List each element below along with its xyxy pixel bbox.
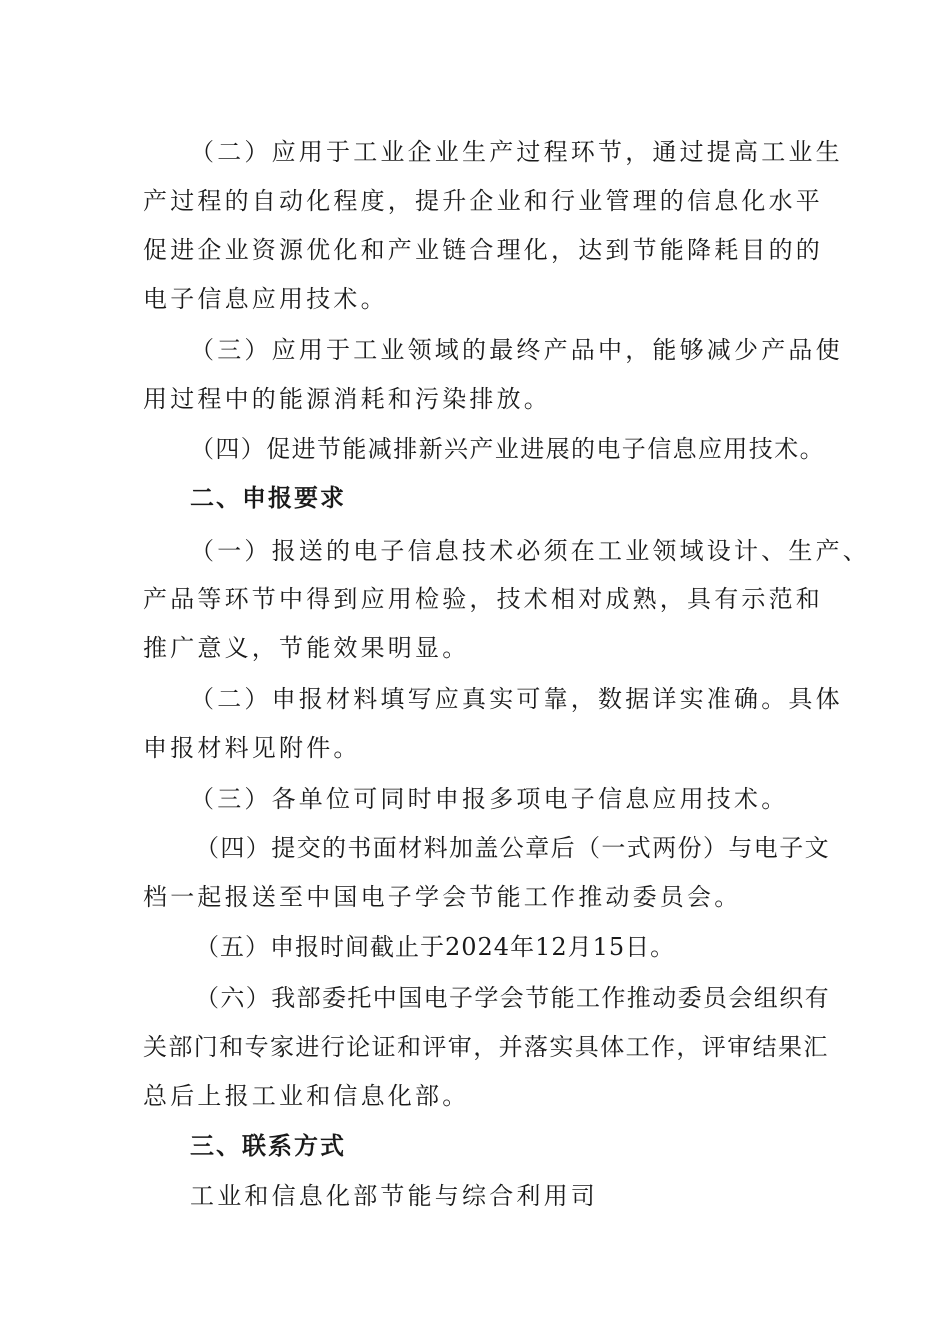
text-line: （三）应用于工业领域的最终产品中，能够减少产品使	[190, 336, 843, 364]
text-line: 用过程中的能源消耗和污染排放。	[143, 385, 551, 413]
text-line: （二）应用于工业企业生产过程环节，通过提高工业生	[190, 138, 843, 166]
text-line: 产品等环节中得到应用检验，技术相对成熟，具有示范和	[143, 585, 823, 613]
text-line: 电子信息应用技术。	[143, 285, 388, 313]
text-line: 工业和信息化部节能与综合利用司	[190, 1182, 598, 1210]
text-line: （一）报送的电子信息技术必须在工业领域设计、生产、	[190, 537, 870, 565]
text-line: （三）各单位可同时申报多项电子信息应用技术。	[190, 785, 789, 813]
section-heading-contact: 三、联系方式	[190, 1132, 346, 1160]
text-line: 产过程的自动化程度，提升企业和行业管理的信息化水平	[143, 187, 823, 215]
text-line: 总后上报工业和信息化部。	[143, 1082, 470, 1110]
text-line: （四）促进节能减排新兴产业进展的电子信息应用技术。	[190, 435, 825, 463]
text-line: 关部门和专家进行论证和评审，并落实具体工作，评审结果汇	[143, 1033, 829, 1061]
text-line: 申报材料见附件。	[143, 734, 361, 762]
text-line: （二）申报材料填写应真实可靠，数据详实准确。具体	[190, 685, 843, 713]
text-line: （六）我部委托中国电子学会节能工作推动委员会组织有	[195, 984, 830, 1012]
text-line: 推广意义，节能效果明显。	[143, 634, 470, 662]
text-line: （四）提交的书面材料加盖公章后（一式两份）与电子文	[195, 834, 830, 862]
text-line: （五）申报时间截止于2024年12月15日。	[195, 933, 676, 961]
text-line: 档一起报送至中国电子学会节能工作推动委员会。	[143, 883, 742, 911]
section-heading-requirements: 二、申报要求	[190, 484, 346, 512]
text-line: 促进企业资源优化和产业链合理化，达到节能降耗目的的	[143, 236, 823, 264]
